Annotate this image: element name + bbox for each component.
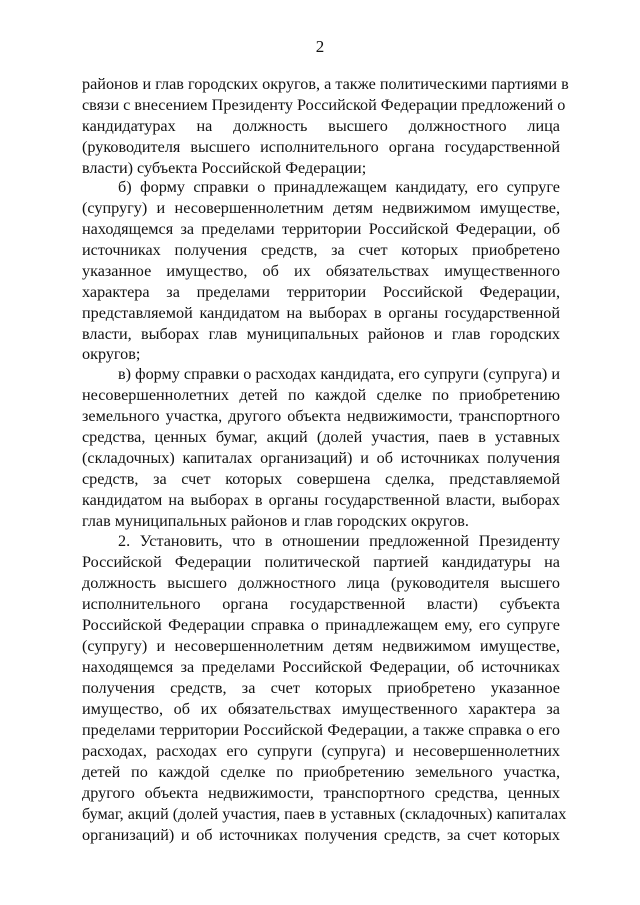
text-line: организаций) и об источниках получения средств, за счет которых	[82, 826, 560, 844]
text-line: (супругу) и несовершеннолетним детям недвижимом имуществе,	[82, 199, 560, 217]
text-line: исполнительного органа государственной власти) субъекта	[82, 595, 560, 613]
text-line: указанное имущество, об их обязательствах имущественного	[82, 262, 560, 280]
text-line: несовершеннолетних детей по каждой сделке по приобретению	[82, 386, 560, 404]
text-line: бумаг, акций (долей участия, паев в уставных (складочных) капиталах	[82, 805, 567, 823]
text-line: (руководителя высшего исполнительного органа государственной	[82, 138, 560, 156]
text-line: кандидатурах на должность высшего должностного лица	[82, 117, 560, 135]
text-line: получения средств, за счет которых приобретено указанное	[82, 679, 560, 697]
page-number: 2	[315, 37, 325, 56]
text-line: пределами территории Российской Федерации, а также справка о его	[82, 721, 560, 739]
text-line: должность высшего должностного лица (руководителя высшего	[82, 574, 560, 592]
text-line: б) форму справки о принадлежащем кандидату, его супруге	[118, 178, 560, 196]
text-line: (складочных) капиталах организаций) и об источниках получения	[82, 449, 560, 467]
text-line: связи с внесением Президенту Российской Федерации предложений о	[82, 96, 566, 114]
text-line: источниках получения средств, за счет которых приобретено	[82, 241, 560, 259]
text-line: районов и глав городских округов, а также политическими партиями в	[82, 75, 569, 93]
text-line: Российской Федерации справка о принадлежащем ему, его супруге	[82, 616, 560, 634]
text-line: в) форму справки о расходах кандидата, его супруги (супруга) и	[118, 365, 560, 383]
text-line: Российской Федерации политической партией кандидатуры на	[82, 553, 560, 571]
text-line: характера за пределами территории Российской Федерации,	[82, 283, 560, 301]
text-line: (супругу) и несовершеннолетним детям недвижимом имуществе,	[82, 637, 560, 655]
text-line: 2. Установить, что в отношении предложенной Президенту	[118, 532, 560, 550]
text-line: власти, выборах глав муниципальных районов и глав городских	[82, 325, 560, 343]
text-line: детей по каждой сделке по приобретению земельного участка,	[82, 763, 560, 781]
text-line: округов;	[82, 345, 141, 363]
text-line: находящемся за пределами территории Российской Федерации, об	[82, 220, 560, 238]
text-line: средств, за счет которых совершена сделка, представляемой	[82, 470, 560, 488]
text-line: имущество, об их обязательствах имущественного характера за	[82, 700, 560, 718]
text-line: глав муниципальных районов и глав городских округов.	[82, 512, 469, 530]
text-line: кандидатом на выборах в органы государственной власти, выборах	[82, 491, 560, 509]
text-line: расходах, расходах его супруги (супруга) и несовершеннолетних	[82, 742, 560, 760]
text-line: средства, ценных бумаг, акций (долей участия, паев в уставных	[82, 428, 560, 446]
text-line: другого объекта недвижимости, транспортного средства, ценных	[82, 784, 560, 802]
text-line: находящемся за пределами Российской Федерации, об источниках	[82, 658, 560, 676]
text-line: власти) субъекта Российской Федерации;	[82, 159, 367, 177]
text-line: земельного участка, другого объекта недвижимости, транспортного	[82, 407, 560, 425]
text-line: представляемой кандидатом на выборах в органы государственной	[82, 304, 560, 322]
